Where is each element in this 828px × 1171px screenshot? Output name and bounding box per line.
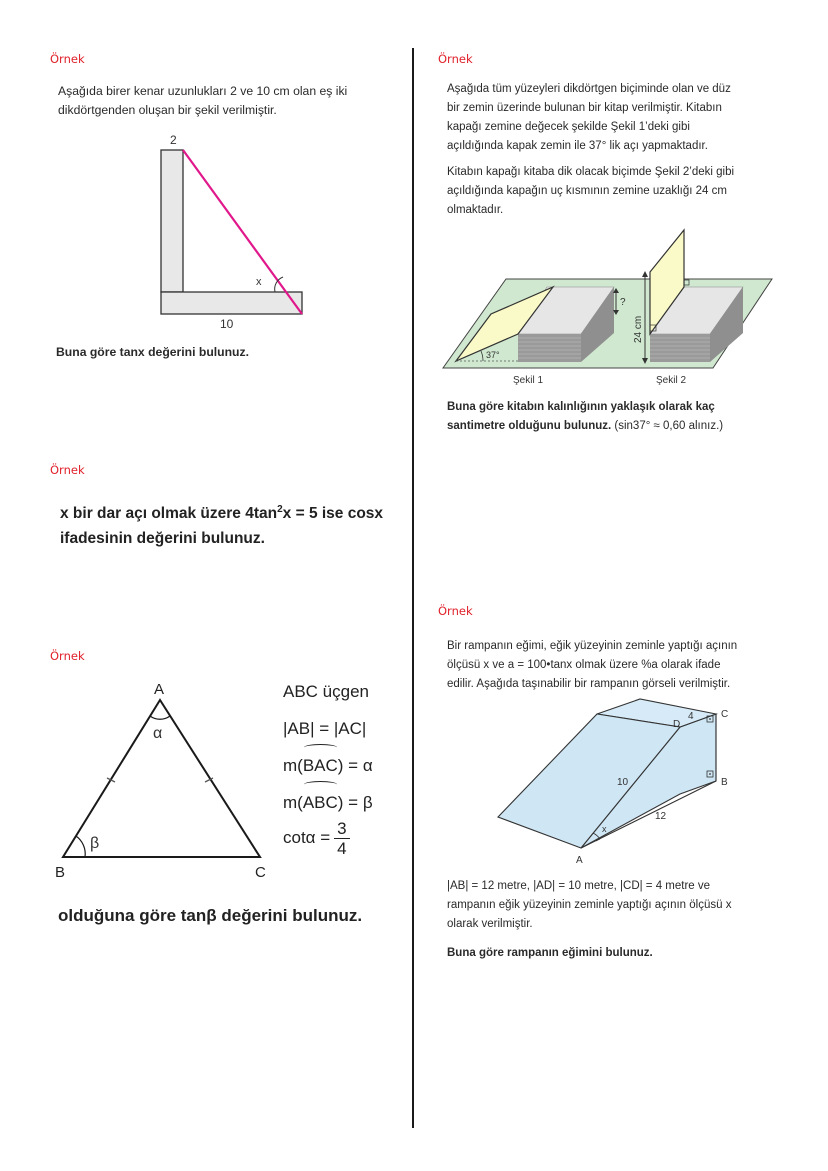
caption-sekil-1: Şekil 1 bbox=[513, 375, 544, 386]
given-eq1: |AB| = |AC| bbox=[283, 719, 367, 738]
diagonal-line bbox=[183, 150, 302, 314]
height-24cm-label: 24 cm bbox=[633, 315, 644, 343]
length-ad: 10 bbox=[617, 777, 629, 788]
example-5-text1 bbox=[447, 637, 802, 694]
example-2-label: Örnek bbox=[50, 463, 85, 477]
text-line: Aşağıda birer kenar uzunlukları 2 ve 10 cm olan eş iki bbox=[58, 84, 348, 98]
example-5-text2 bbox=[447, 877, 802, 934]
label-2: 2 bbox=[170, 133, 177, 147]
column-divider bbox=[412, 48, 414, 1128]
text-line: açıldığında kapak zemin ile 37° lik açı yapmaktadır. bbox=[447, 140, 708, 152]
unknown-thickness-label: ? bbox=[620, 297, 626, 308]
vertex-c: C bbox=[255, 864, 266, 881]
text-line: kapağı zemine değecek şekilde Şekil 1’deki gibi bbox=[447, 121, 690, 133]
text-line: Aşağıda tüm yüzeyleri dikdörtgen biçiminde olan ve düz bbox=[447, 83, 731, 95]
angle-37-label: 37° bbox=[486, 350, 500, 360]
vertex-a: A bbox=[154, 681, 165, 698]
given-eq4: cotα = $\frac{3}{4}$ bbox=[283, 819, 373, 858]
example-1-figure bbox=[150, 128, 315, 333]
example-5-label: Örnek bbox=[438, 604, 473, 618]
example-4-text2 bbox=[447, 163, 797, 220]
text-line: ifadesinin değerini bulunuz. bbox=[60, 530, 265, 548]
example-3-question: olduğuna göre tanβ değerini bulunuz. bbox=[58, 906, 363, 925]
text-line: Bir rampanın eğimi, eğik yüzeyinin zeminle yaptığı açının bbox=[447, 640, 738, 652]
beta-label: β bbox=[90, 835, 100, 852]
example-5-ramp-figure bbox=[490, 695, 740, 870]
example-1-text bbox=[58, 82, 403, 120]
text-line: olmaktadır. bbox=[447, 204, 504, 216]
example-1-label: Örnek bbox=[50, 52, 85, 66]
given-title: ABC üçgen bbox=[283, 682, 369, 701]
example-4-text1 bbox=[447, 80, 797, 156]
angle-alpha-arc bbox=[150, 716, 170, 719]
example-3-triangle bbox=[55, 678, 275, 883]
text-line: olarak verilmiştir. bbox=[447, 918, 533, 930]
example-4-label: Örnek bbox=[438, 52, 473, 66]
text-line: ölçüsü x ve a = 100•tanx olmak üzere %a olarak ifade bbox=[447, 659, 721, 671]
text-line: Buna göre kitabın kalınlığının yaklaşık olarak kaç bbox=[447, 401, 715, 413]
label-10: 10 bbox=[220, 317, 234, 331]
example-2-text bbox=[60, 497, 405, 551]
length-cd: 4 bbox=[688, 711, 694, 722]
example-3-given bbox=[283, 673, 373, 858]
given-eq2: m(BAC) = α bbox=[283, 747, 373, 784]
vertex-c: C bbox=[721, 709, 729, 720]
vertex-d: D bbox=[673, 719, 681, 730]
text-line: açıldığında kapağın uç kısmının zemine uzaklığı 24 cm bbox=[447, 185, 727, 197]
horizontal-rectangle bbox=[161, 292, 302, 314]
given-eq3: m(ABC) = β bbox=[283, 784, 373, 821]
text-line: |AB| = 12 metre, |AD| = 10 metre, |CD| = 4 metre ve bbox=[447, 880, 711, 892]
example-4-question: Buna göre kitabın kalınlığının yaklaşık olarak kaç santimetre olduğunu bulunuz. (sin37° ≈ 0,60 alınız.) bbox=[447, 398, 802, 436]
example-1-question: Buna göre tanx değerini bulunuz. bbox=[56, 345, 249, 359]
question-note: (sin37° ≈ 0,60 alınız.) bbox=[614, 420, 724, 432]
vertex-b: B bbox=[721, 777, 728, 788]
angle-beta-arc bbox=[76, 836, 85, 857]
text-line: Kitabın kapağı kitaba dik olacak biçimde Şekil 2’deki gibi bbox=[447, 166, 735, 178]
vertex-a: A bbox=[576, 855, 583, 866]
caption-sekil-2: Şekil 2 bbox=[656, 375, 687, 386]
text-line: dikdörtgenden oluşan bir şekil verilmiştir. bbox=[58, 103, 277, 117]
text-line: bir zemin üzerinde bulunan bir kitap verilmiştir. Kitabın bbox=[447, 102, 722, 114]
angle-x-label: x bbox=[602, 824, 607, 834]
vertex-b: B bbox=[55, 864, 66, 881]
text-line: edilir. Aşağıda taşınabilir bir rampanın görseli verilmiştir. bbox=[447, 678, 731, 690]
angle-x-label: x bbox=[256, 276, 262, 288]
example-5-question: Buna göre rampanın eğimini bulunuz. bbox=[447, 947, 653, 959]
length-ab: 12 bbox=[655, 811, 667, 822]
example-4-book-figure bbox=[440, 225, 780, 390]
vertical-rectangle bbox=[161, 150, 183, 292]
text-line: x bir dar açı olmak üzere $4\tan^2x = 5$ ise cosx bbox=[60, 504, 384, 523]
alpha-label: α bbox=[153, 725, 163, 742]
text-line: rampanın eğik yüzeyinin zeminle yaptığı açının ölçüsü x bbox=[447, 899, 732, 911]
example-3-label: Örnek bbox=[50, 649, 85, 663]
